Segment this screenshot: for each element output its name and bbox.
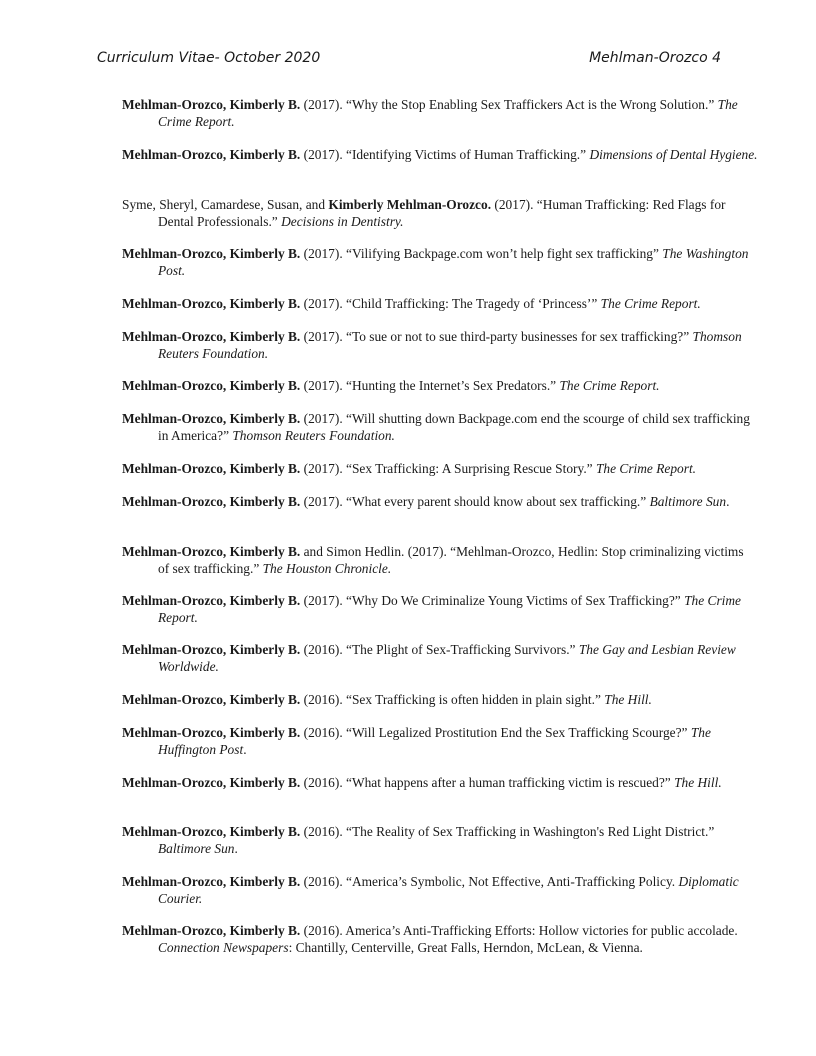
entry-source: The Huffington Post (158, 725, 711, 757)
entry-author: Mehlman-Orozco, Kimberly B. (122, 147, 301, 162)
header-page-label: Mehlman-Orozco 4 (589, 50, 721, 66)
entry-author: Mehlman-Orozco, Kimberly B. (122, 593, 301, 608)
publication-entry: Mehlman-Orozco, Kimberly B. (2016). “What happens after a human trafficking victim is rescued?” The Hill. (122, 775, 722, 790)
publication-entry: Mehlman-Orozco, Kimberly B. (2016). “The Reality of Sex Trafficking in Washington's Red Light District.” Baltimore Sun. (122, 824, 715, 856)
entry-author: Mehlman-Orozco, Kimberly B. (122, 296, 301, 311)
publication-entry: Mehlman-Orozco, Kimberly B. (2016). “Sex Trafficking is often hidden in plain sight.” The Hill. (122, 692, 652, 707)
entry-source: The Washington Post. (158, 246, 749, 278)
entry-source: Dimensions of Dental Hygiene. (589, 147, 758, 162)
entry-author: Mehlman-Orozco, Kimberly B. (122, 874, 301, 889)
publication-entry: Mehlman-Orozco, Kimberly B. (2016). “Will Legalized Prostitution End the Sex Trafficking Scourge?” The Huffington Post. (122, 725, 711, 757)
publication-entry: Syme, Sheryl, Camardese, Susan, and Kimberly Mehlman-Orozco. (2017). “Human Trafficking: Red Flags for Dental Professionals.” Decisions in Dentistry. (122, 197, 726, 229)
entry-author: Mehlman-Orozco, Kimberly B. (122, 775, 301, 790)
entry-author: Mehlman-Orozco, Kimberly B. (122, 725, 301, 740)
publication-entry: Mehlman-Orozco, Kimberly B. (2017). “Will shutting down Backpage.com end the scourge of child sex trafficking in America?” Thomson Reuters Foundation. (122, 411, 750, 443)
entry-source: Baltimore Sun (158, 840, 235, 856)
entry-source: The Crime Report. (595, 461, 697, 476)
publication-entry: Mehlman-Orozco, Kimberly B. (2017). “Identifying Victims of Human Trafficking.” Dimensions of Dental Hygiene. (122, 147, 758, 162)
entry-source: The Crime Report. (158, 97, 738, 129)
publication-entry: Mehlman-Orozco, Kimberly B. (2017). “Vilifying Backpage.com won’t help fight sex trafficking” The Washington Post. (122, 246, 749, 278)
entry-author: Mehlman-Orozco, Kimberly B. (122, 329, 301, 344)
publication-entry: Mehlman-Orozco, Kimberly B. (2017). “Hunting the Internet’s Sex Predators.” The Crime Report. (122, 378, 660, 393)
publication-entry: Mehlman-Orozco, Kimberly B. (2017). “Child Trafficking: The Tragedy of ‘Princess’” The Crime Report. (122, 296, 701, 311)
publication-entry: Mehlman-Orozco, Kimberly B. (2017). “What every parent should know about sex trafficking.” Baltimore Sun. (122, 494, 730, 509)
entry-source: The Crime Report. (158, 593, 741, 625)
entry-source: Thomson Reuters Foundation. (158, 329, 742, 361)
entry-author: Mehlman-Orozco, Kimberly B. (122, 923, 301, 938)
publication-entry: Mehlman-Orozco, Kimberly B. (2017). “To sue or not to sue third-party businesses for sex trafficking?” Thomson Reuters Foundation. (122, 329, 742, 361)
entry-source: The Houston Chronicle. (262, 560, 392, 576)
entry-author: Mehlman-Orozco, Kimberly B. (122, 642, 301, 657)
entry-source: Decisions in Dentistry. (281, 213, 404, 229)
entry-author: Mehlman-Orozco, Kimberly B. (122, 461, 301, 476)
entry-author: Mehlman-Orozco, Kimberly B. (122, 544, 301, 559)
entry-source: The Hill. (604, 692, 652, 707)
entry-author: Mehlman-Orozco, Kimberly B. (122, 246, 301, 261)
publication-entry: Mehlman-Orozco, Kimberly B. (2017). “Sex Trafficking: A Surprising Rescue Story.” The Crime Report. (122, 461, 697, 476)
entry-source: Diplomatic Courier. (158, 874, 739, 906)
header-title: Curriculum Vitae- October 2020 (97, 50, 321, 66)
entry-author: Kimberly Mehlman-Orozco. (328, 197, 492, 212)
entry-author: Mehlman-Orozco, Kimberly B. (122, 411, 301, 426)
publication-entry: Mehlman-Orozco, Kimberly B. (2016). America’s Anti-Trafficking Efforts: Hollow victories for public accolade. Connection Newspapers: Chantilly, Centerville, Great Falls, Herndon, McLean, & Vienna. (122, 923, 738, 955)
publication-entry: Mehlman-Orozco, Kimberly B. (2017). “Why Do We Criminalize Young Victims of Sex Trafficking?” The Crime Report. (122, 593, 741, 625)
publication-entry: Mehlman-Orozco, Kimberly B. (2017). “Why the Stop Enabling Sex Traffickers Act is the Wrong Solution.” The Crime Report. (122, 97, 738, 129)
publication-entry: Mehlman-Orozco, Kimberly B. (2016). “America’s Symbolic, Not Effective, Anti-Trafficking Policy. Diplomatic Courier. (122, 874, 739, 906)
entry-author: Mehlman-Orozco, Kimberly B. (122, 692, 301, 707)
entry-source: Connection Newspapers (158, 939, 289, 955)
entry-source: The Hill. (674, 775, 722, 790)
entry-author: Mehlman-Orozco, Kimberly B. (122, 378, 301, 393)
entry-author: Mehlman-Orozco, Kimberly B. (122, 494, 301, 509)
entry-source: Thomson Reuters Foundation. (232, 427, 395, 443)
entry-author: Mehlman-Orozco, Kimberly B. (122, 824, 301, 839)
entry-author: Mehlman-Orozco, Kimberly B. (122, 97, 301, 112)
entry-source: The Gay and Lesbian Review Worldwide. (158, 642, 736, 674)
entry-source: The Crime Report. (559, 378, 660, 393)
publication-entry: Mehlman-Orozco, Kimberly B. and Simon Hedlin. (2017). “Mehlman-Orozco, Hedlin: Stop criminalizing victims of sex trafficking.” The Houston Chronicle. (122, 544, 744, 576)
entry-source: Baltimore Sun (649, 494, 727, 509)
entry-source: The Crime Report. (600, 296, 701, 311)
publication-entry: Mehlman-Orozco, Kimberly B. (2016). “The Plight of Sex-Trafficking Survivors.” The Gay and Lesbian Review Worldwide. (122, 642, 736, 674)
